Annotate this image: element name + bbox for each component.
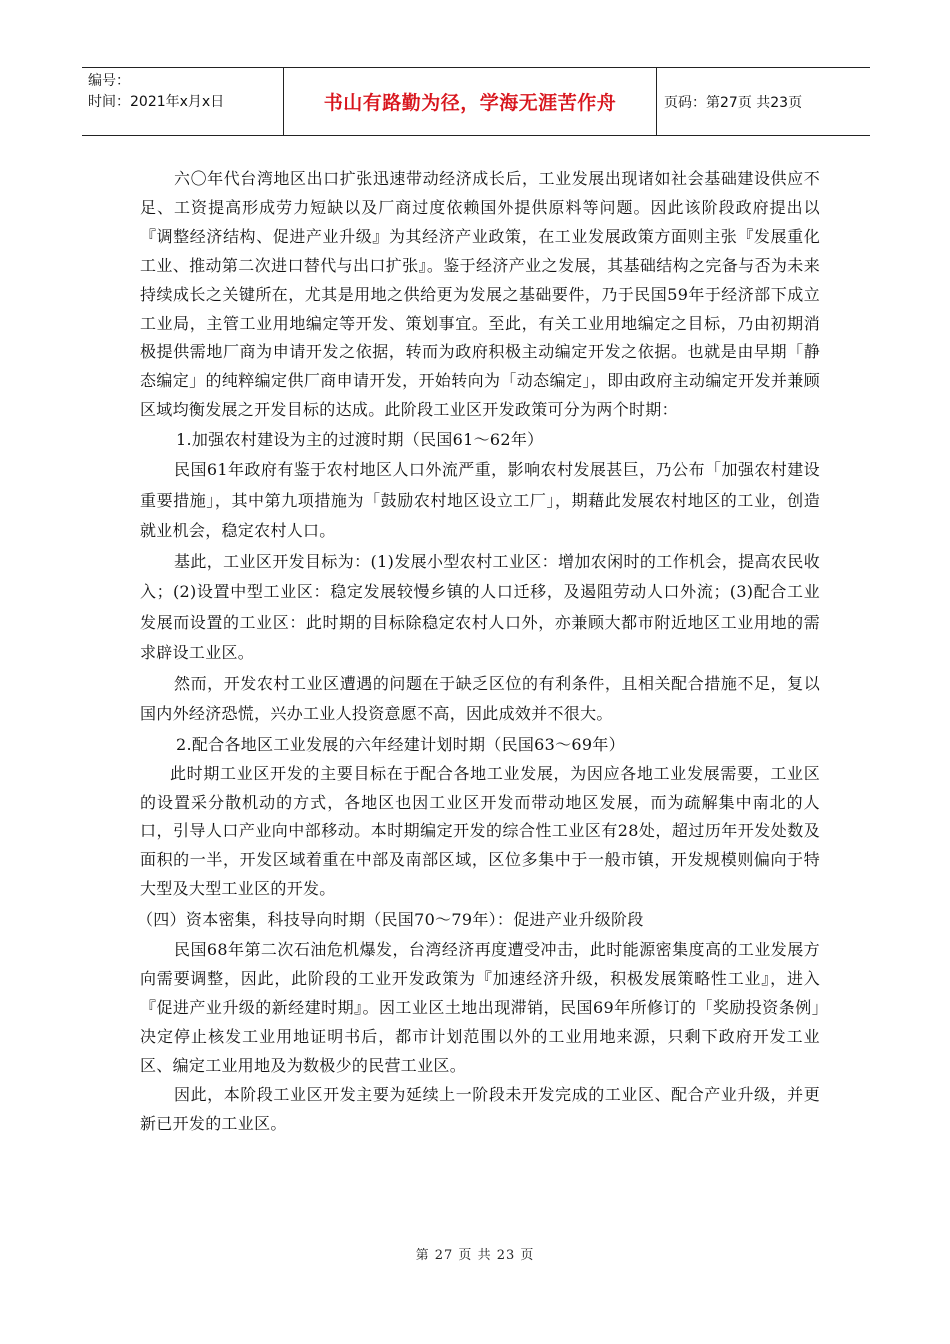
paragraph-intro: 六〇年代台湾地区出口扩张迅速带动经济成长后，工业发展出现诸如社会基础建设供应不足、工资提高形成劳力短缺以及厂商过度依赖国外提供原料等问题。因此该阶段政府提出以『调整经济结构、促进产业升级』为其经济产业政策，在工业发展政策方面则主张『发展重化工业、推动第二次进口替代与出口扩张』。鉴于经济产业之发展，其基础结构之完备与否为未来持续成长之关键所在，尤其是用地之供给更为发展之基础要件，乃于民国59年于经济部下成立工业局，主管工业用地编定等开发、策划事宜。至此，有关工业用地编定之目标，乃由初期消极提供需地厂商为申请开发之依据，转而为政府积极主动编定开发之依据。也就是由早期「静态编定」的纯粹编定供厂商申请开发，开始转向为「动态编定」，即由政府主动编定开发并兼顾区域均衡发展之开发目标的达成。此阶段工业区开发政策可分为两个时期： <box>140 169 820 420</box>
paragraph-oil-crisis: 民国68年第二次石油危机爆发，台湾经济再度遭受冲击，此时能源密集度高的工业发展方向需要调整，因此，此阶段的工业开发政策为『加速经济升级，积极发展策略性工业』，进入『促进产业升级的新经建时期』。因工业区土地出现滞销，民国69年所修订的「奖励投资条例」决定停止核发工业用地证明书后，都市计划范围以外的工业用地来源，只剩下政府开发工业区、编定工业用地及为数极少的民营工业区。 <box>140 940 820 1076</box>
paragraph-rural-measures: 民国61年政府有鉴于农村地区人口外流严重，影响农村发展甚巨，乃公布「加强农村建设重要措施」，其中第九项措施为「鼓励农村地区设立工厂」，期藉此发展农村地区的工业，创造就业机会，稳定农村人口。 <box>140 460 820 541</box>
paragraph-conclusion: 因此，本阶段工业区开发主要为延续上一阶段未开发完成的工业区、配合产业升级，并更新已开发的工业区。 <box>140 1085 820 1134</box>
date-line: 时间：2021年x月x日 <box>88 94 225 110</box>
section-heading-4: （四）资本密集，科技导向时期（民国70～79年）：促进产业升级阶段 <box>137 910 644 930</box>
number-label: 编号： <box>88 73 130 89</box>
subheading-period-2: 2.配合各地区工业发展的六年经建计划时期（民国63～69年） <box>176 734 625 754</box>
page-header <box>82 67 870 136</box>
header-motto: 书山有路勤为径，学海无涯苦作舟 <box>283 68 657 135</box>
header-page-info: 页码：第27页 共23页 <box>664 94 803 111</box>
paragraph-six-year-plan: 此时期工业区开发的主要目标在于配合各地工业发展，为因应各地工业发展需要，工业区的设置采分散机动的方式，各地区也因工业区开发而带动地区发展，而为疏解集中南北的人口，引导人口产业向中部移动。本时期编定开发的综合性工业区有28处，超过历年开发处数及面积的一半，开发区域着重在中部及南部区域，区位多集中于一般市镇，开发规模则偏向于特大型及大型工业区的开发。 <box>140 763 820 899</box>
page-footer: 第 27 页 共 23 页 <box>415 1248 535 1263</box>
header-meta <box>82 68 283 135</box>
paragraph-development-goals: 基此，工业区开发目标为：(1)发展小型农村工业区：增加农闲时的工作机会，提高农民收入；(2)设置中型工业区：稳定发展较慢乡镇的人口迁移，及遏阻劳动人口外流；(3)配合工业发展而设置的工业区：此时期的目标除稳定农村人口外，亦兼顾大都市附近地区工业用地的需求辟设工业区。 <box>140 551 820 663</box>
paragraph-problems: 然而，开发农村工业区遭遇的问题在于缺乏区位的有利条件，且相关配合措施不足，复以国内外经济恐慌，兴办工业人投资意愿不高，因此成效并不很大。 <box>140 673 820 724</box>
subheading-period-1: 1.加强农村建设为主的过渡时期（民国61～62年） <box>176 430 544 450</box>
document-body <box>137 165 820 1138</box>
